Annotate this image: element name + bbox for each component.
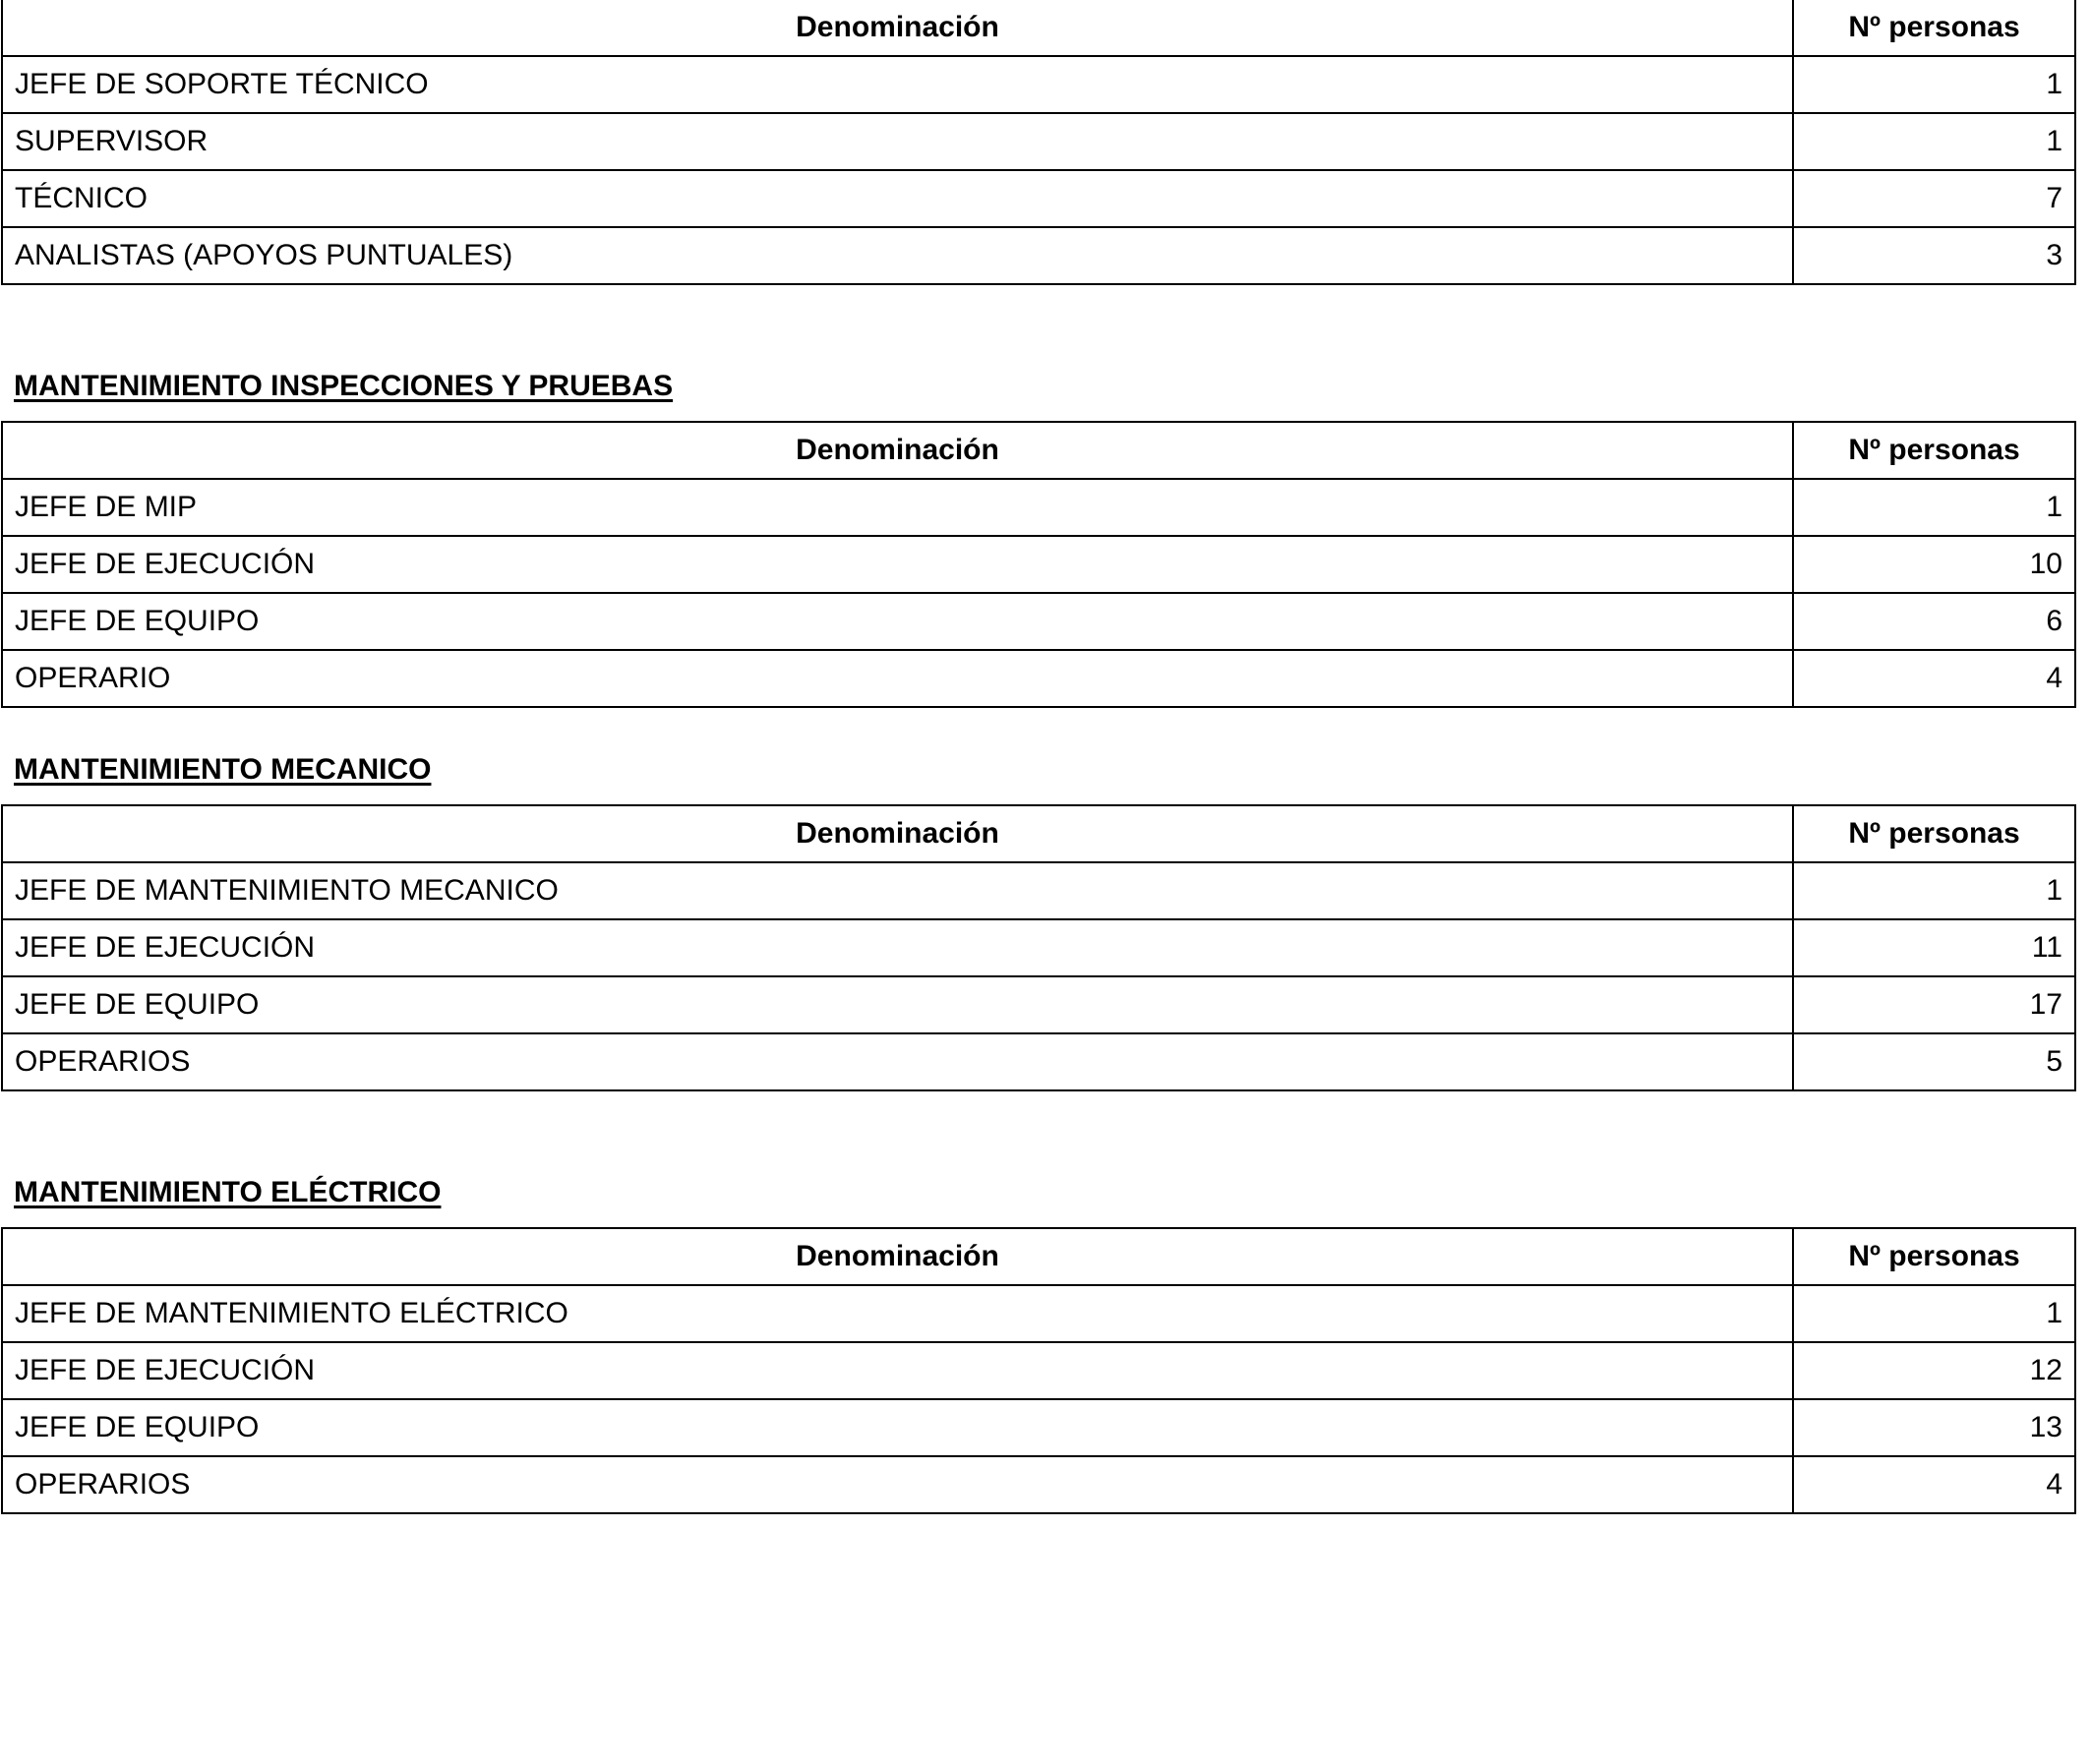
table-header-row bbox=[2, 422, 2075, 479]
table-row bbox=[2, 227, 2075, 284]
person-count: 11 bbox=[1793, 919, 2075, 976]
table-row bbox=[2, 1285, 2075, 1342]
role-name: SUPERVISOR bbox=[2, 113, 1793, 170]
role-name: JEFE DE EQUIPO bbox=[2, 976, 1793, 1033]
role-name: JEFE DE EJECUCIÓN bbox=[2, 1342, 1793, 1399]
role-name: OPERARIOS bbox=[2, 1033, 1793, 1090]
person-count: 7 bbox=[1793, 170, 2075, 227]
table-row bbox=[2, 56, 2075, 113]
person-count: 1 bbox=[1793, 479, 2075, 536]
person-count: 1 bbox=[1793, 862, 2075, 919]
column-header-denominacion: Denominación bbox=[2, 0, 1793, 56]
role-name: JEFE DE EQUIPO bbox=[2, 593, 1793, 650]
role-name: JEFE DE MANTENIMIENTO ELÉCTRICO bbox=[2, 1285, 1793, 1342]
table-row bbox=[2, 862, 2075, 919]
column-header-personas: Nº personas bbox=[1793, 805, 2075, 862]
role-name: JEFE DE SOPORTE TÉCNICO bbox=[2, 56, 1793, 113]
person-count: 17 bbox=[1793, 976, 2075, 1033]
table-row bbox=[2, 536, 2075, 593]
role-name: OPERARIOS bbox=[2, 1456, 1793, 1513]
column-header-personas: Nº personas bbox=[1793, 1228, 2075, 1285]
role-name: ANALISTAS (APOYOS PUNTUALES) bbox=[2, 227, 1793, 284]
table-row bbox=[2, 976, 2075, 1033]
table-row bbox=[2, 650, 2075, 707]
table-header-row bbox=[2, 0, 2075, 56]
person-count: 4 bbox=[1793, 1456, 2075, 1513]
column-header-personas: Nº personas bbox=[1793, 0, 2075, 56]
role-name: OPERARIO bbox=[2, 650, 1793, 707]
person-count: 1 bbox=[1793, 56, 2075, 113]
table-row bbox=[2, 113, 2075, 170]
staff-table-mip bbox=[1, 421, 2076, 708]
table-row bbox=[2, 1399, 2075, 1456]
section-title-mecanico: MANTENIMIENTO MECANICO bbox=[14, 753, 432, 786]
role-name: JEFE DE MIP bbox=[2, 479, 1793, 536]
role-name: TÉCNICO bbox=[2, 170, 1793, 227]
table-row bbox=[2, 919, 2075, 976]
column-header-denominacion: Denominación bbox=[2, 422, 1793, 479]
person-count: 13 bbox=[1793, 1399, 2075, 1456]
role-name: JEFE DE EQUIPO bbox=[2, 1399, 1793, 1456]
person-count: 1 bbox=[1793, 113, 2075, 170]
table-row bbox=[2, 1033, 2075, 1090]
table-header-row bbox=[2, 1228, 2075, 1285]
person-count: 4 bbox=[1793, 650, 2075, 707]
table-row bbox=[2, 1456, 2075, 1513]
person-count: 6 bbox=[1793, 593, 2075, 650]
column-header-denominacion: Denominación bbox=[2, 805, 1793, 862]
person-count: 10 bbox=[1793, 536, 2075, 593]
person-count: 5 bbox=[1793, 1033, 2075, 1090]
role-name: JEFE DE EJECUCIÓN bbox=[2, 919, 1793, 976]
person-count: 3 bbox=[1793, 227, 2075, 284]
table-row bbox=[2, 1342, 2075, 1399]
staff-table-soporte bbox=[1, 0, 2076, 285]
section-title-electrico: MANTENIMIENTO ELÉCTRICO bbox=[14, 1176, 442, 1208]
table-row bbox=[2, 593, 2075, 650]
staff-table-electrico bbox=[1, 1227, 2076, 1514]
section-title-mip: MANTENIMIENTO INSPECCIONES Y PRUEBAS bbox=[14, 370, 674, 402]
person-count: 1 bbox=[1793, 1285, 2075, 1342]
table-row bbox=[2, 479, 2075, 536]
column-header-denominacion: Denominación bbox=[2, 1228, 1793, 1285]
role-name: JEFE DE EJECUCIÓN bbox=[2, 536, 1793, 593]
column-header-personas: Nº personas bbox=[1793, 422, 2075, 479]
staff-table-mecanico bbox=[1, 804, 2076, 1091]
table-header-row bbox=[2, 805, 2075, 862]
person-count: 12 bbox=[1793, 1342, 2075, 1399]
role-name: JEFE DE MANTENIMIENTO MECANICO bbox=[2, 862, 1793, 919]
table-row bbox=[2, 170, 2075, 227]
